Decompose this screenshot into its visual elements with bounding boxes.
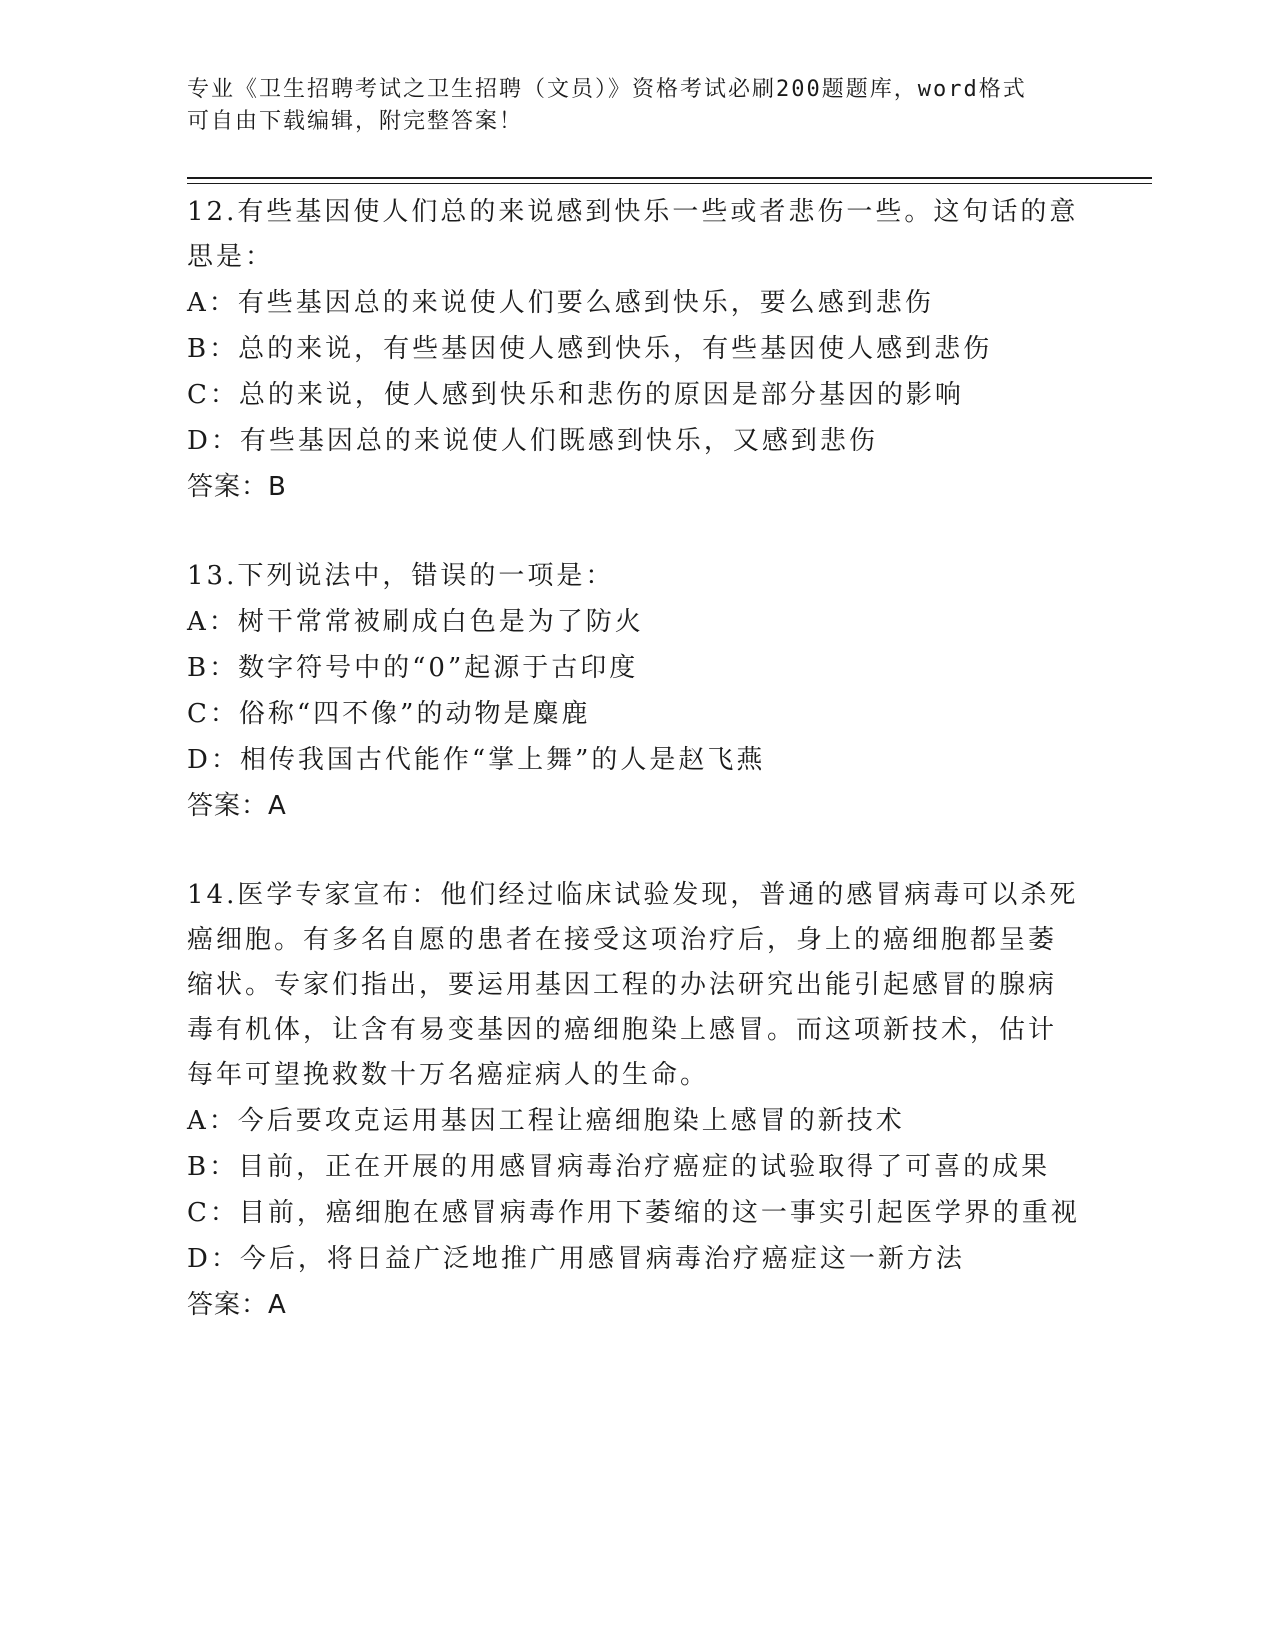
header-divider-thin [187, 183, 1152, 184]
option-b: B：数字符号中的“0”起源于古印度 [187, 653, 639, 683]
question-spacer [187, 829, 1087, 873]
question-spacer [187, 510, 1087, 554]
answer-text: 答案：A [187, 791, 287, 821]
document-header [187, 74, 1067, 138]
answer-text: 答案：B [187, 472, 287, 502]
question-stem-line: 思是： [187, 242, 275, 272]
question-12 [187, 190, 1087, 510]
question-stem-line: 癌细胞。有多名自愿的患者在接受这项治疗后，身上的癌细胞都呈萎 [187, 925, 1058, 955]
question-13 [187, 554, 1087, 829]
option-a: A：今后要攻克运用基因工程让癌细胞染上感冒的新技术 [187, 1106, 905, 1136]
option-c: C：目前，癌细胞在感冒病毒作用下萎缩的这一事实引起医学界的重视 [187, 1198, 1080, 1228]
answer-text: 答案：A [187, 1290, 287, 1320]
question-stem-line: 12.有些基因使人们总的来说感到快乐一些或者悲伤一些。这句话的意 [187, 197, 1079, 227]
option-d: D：今后，将日益广泛地推广用感冒病毒治疗癌症这一新方法 [187, 1244, 965, 1274]
option-b: B：目前，正在开展的用感冒病毒治疗癌症的试验取得了可喜的成果 [187, 1152, 1051, 1182]
question-stem-line: 13.下列说法中，错误的一项是： [187, 561, 615, 591]
header-line-1: 专业《卫生招聘考试之卫生招聘（文员）》资格考试必刷200题题库，word格式 [187, 77, 1027, 102]
option-b: B：总的来说，有些基因使人感到快乐，有些基因使人感到悲伤 [187, 334, 993, 364]
option-d: D：相传我国古代能作“掌上舞”的人是赵飞燕 [187, 745, 766, 775]
question-14 [187, 873, 1087, 1328]
question-list [187, 190, 1087, 1328]
question-stem-line: 每年可望挽救数十万名癌症病人的生命。 [187, 1060, 710, 1090]
header-divider-thick [187, 177, 1152, 179]
option-c: C：总的来说，使人感到快乐和悲伤的原因是部分基因的影响 [187, 380, 964, 410]
header-line-2: 可自由下载编辑，附完整答案！ [187, 109, 524, 134]
option-a: A：有些基因总的来说使人们要么感到快乐，要么感到悲伤 [187, 288, 934, 318]
question-stem-line: 毒有机体，让含有易变基因的癌细胞染上感冒。而这项新技术，估计 [187, 1015, 1058, 1045]
question-stem-line: 14.医学专家宣布：他们经过临床试验发现，普通的感冒病毒可以杀死 [187, 880, 1079, 910]
option-a: A：树干常常被刷成白色是为了防火 [187, 607, 644, 637]
option-d: D：有些基因总的来说使人们既感到快乐，又感到悲伤 [187, 426, 878, 456]
option-c: C：俗称“四不像”的动物是麋鹿 [187, 699, 591, 729]
question-stem-line: 缩状。专家们指出，要运用基因工程的办法研究出能引起感冒的腺病 [187, 970, 1058, 1000]
